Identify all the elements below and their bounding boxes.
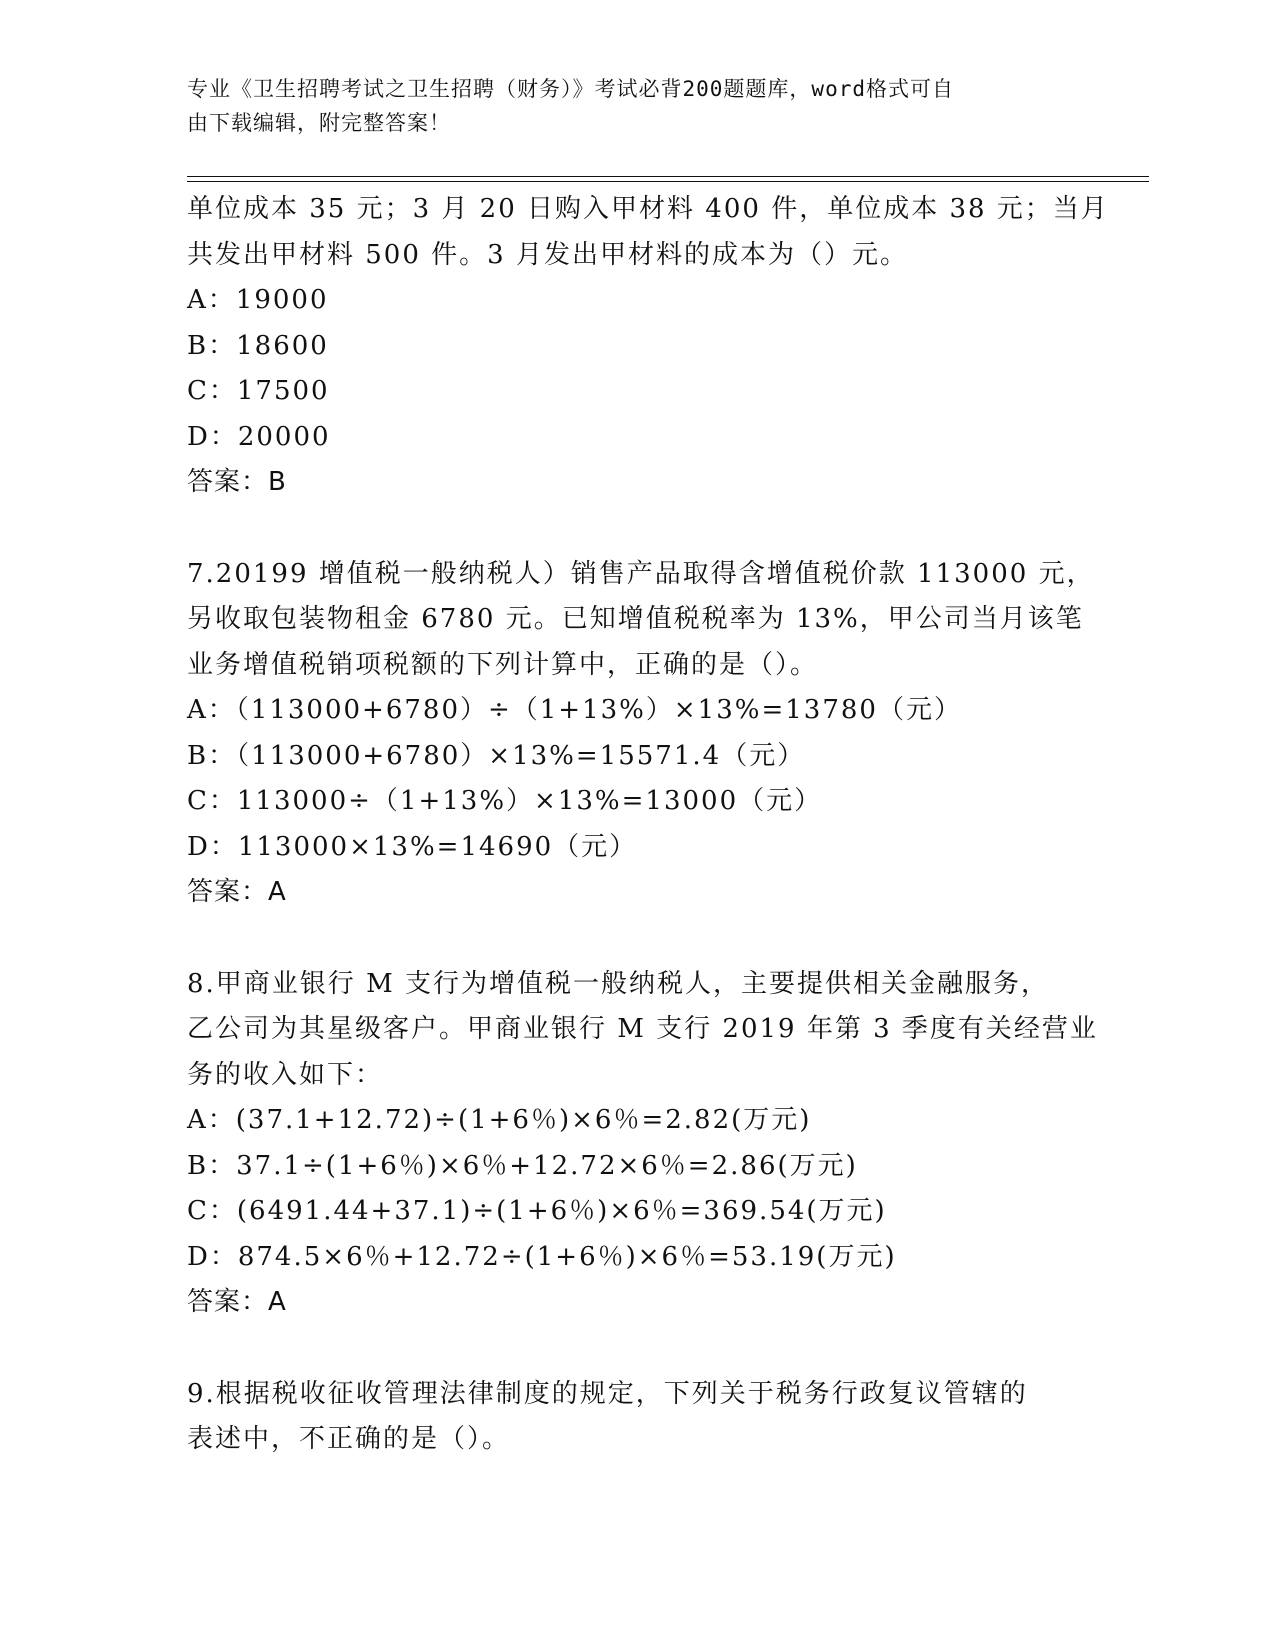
answer-line: 答案：A: [187, 877, 287, 907]
question-stem-line: 业务增值税销项税额的下列计算中，正确的是（）。: [187, 649, 819, 680]
option-b: B：（113000+6780）×13%=15571.4（元）: [187, 740, 806, 771]
spacer: [187, 916, 1087, 962]
question-8: [187, 962, 1098, 1326]
option-a: A：（113000+6780）÷（1+13%）×13%=13780（元）: [187, 695, 962, 725]
question-stem-line: 9.根据税收征收管理法律制度的规定，下列关于税务行政复议管辖的: [187, 1378, 1028, 1409]
question-stem-line: 8.甲商业银行 M 支行为增值税一般纳税人，主要提供相关金融服务，: [187, 968, 1049, 999]
question-stem-line: 另收取包装物租金 6780 元。已知增值税税率为 13%，甲公司当月该笔: [187, 604, 1084, 634]
document-header: [187, 72, 1067, 140]
option-b: B：18600: [187, 330, 329, 361]
question-stem-line: 务的收入如下：: [187, 1059, 384, 1090]
answer-line: 答案：A: [187, 1287, 287, 1317]
question-stem-line: 表述中，不正确的是（）。: [187, 1424, 511, 1454]
question-stem-line: 乙公司为其星级客户。甲商业银行 M 支行 2019 年第 3 季度有关经营业: [187, 1014, 1098, 1044]
question-6: [187, 187, 1109, 506]
question-7: [187, 552, 1095, 916]
option-d: D：113000×13%=14690（元）: [187, 831, 638, 862]
option-c: C：113000÷（1+13%）×13%=13000（元）: [187, 786, 823, 816]
header-divider-thin: [187, 181, 1149, 182]
option-a: A：19000: [187, 285, 329, 315]
option-a: A：(37.1+12.72)÷(1+6％)×6％=2.82(万元): [187, 1105, 812, 1135]
question-stem-line: 共发出甲材料 500 件。3 月发出甲材料的成本为（）元。: [187, 239, 908, 270]
option-c: C：17500: [187, 376, 330, 406]
option-d: D：20000: [187, 421, 331, 452]
option-b: B：37.1÷(1+6％)×6％+12.72×6％=2.86(万元): [187, 1150, 858, 1181]
header-line-2: 由下载编辑，附完整答案！: [187, 111, 451, 135]
header-divider-thick: [187, 176, 1149, 177]
option-d: D：874.5×6％+12.72÷(1+6％)×6％=53.19(万元): [187, 1241, 897, 1272]
question-content: [187, 187, 1109, 1463]
question-stem-line: 7.20199 增值税一般纳税人）销售产品取得含增值税价款 113000 元，: [187, 558, 1095, 589]
spacer: [187, 1326, 1087, 1372]
header-line-1: 专业《卫生招聘考试之卫生招聘（财务）》考试必背200题题库，word格式可自: [187, 77, 954, 101]
question-stem-line: 单位成本 35 元；3 月 20 日购入甲材料 400 件，单位成本 38 元；当月: [187, 194, 1109, 224]
option-c: C：(6491.44+37.1)÷(1+6％)×6％=369.54(万元): [187, 1196, 887, 1226]
answer-line: 答案：B: [187, 467, 287, 497]
spacer: [187, 506, 1087, 552]
question-9: [187, 1372, 1087, 1463]
